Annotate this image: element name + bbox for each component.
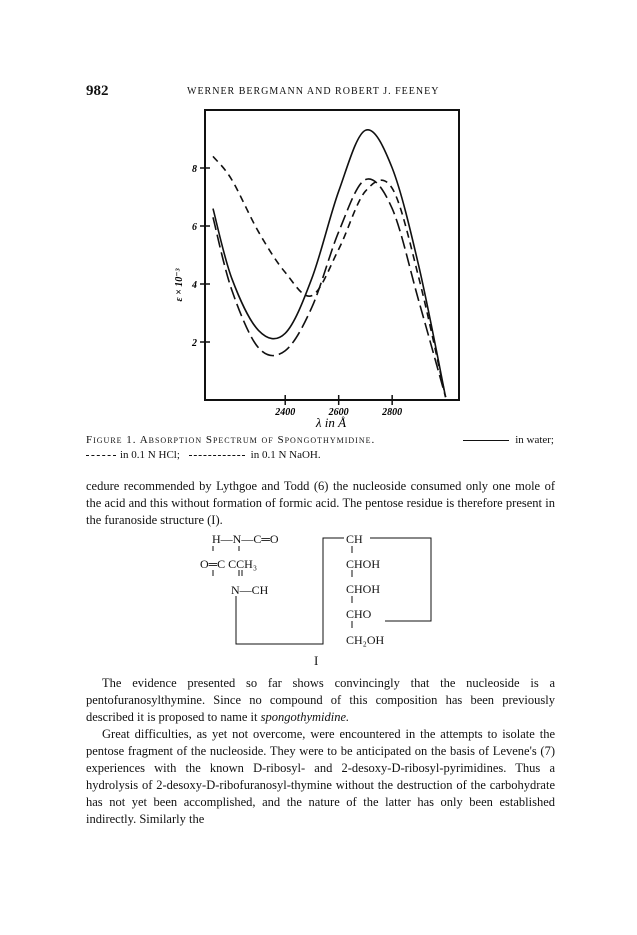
body-paragraph-3	[86, 726, 555, 828]
formula-ring-line-2: O═C CCH₃	[200, 557, 258, 571]
caption-hcl: in 0.1 N HCl;	[120, 449, 180, 461]
caption-water: in water;	[515, 434, 554, 446]
formula-sugar-chohh-1: CHOH	[346, 557, 381, 571]
x-tick-label: 2600	[328, 407, 349, 418]
y-axis-title: ε × 10⁻³	[174, 268, 185, 302]
running-header-authors: WERNER BERGMANN AND ROBERT J. FEENEY	[187, 86, 440, 97]
formula-sugar-ch2oh: CH₂OH	[346, 633, 385, 647]
formula-label: I	[314, 653, 319, 668]
body-paragraph-2	[86, 675, 555, 726]
formula-sugar-chohh-2: CHOH	[346, 582, 381, 596]
caption-figure-title: Figure 1. Absorption Spectrum of Spongothymidine.	[86, 434, 376, 446]
y-tick-label: 4	[192, 280, 197, 291]
y-tick-label: 8	[192, 164, 197, 175]
paragraph-text: cedure recommended by Lythgoe and Todd (6) the nucleoside consumed only one mole of the acid and this without formation of formic acid. The pentose residue is therefore present in the furanoside structure (I).	[86, 479, 555, 527]
paragraph-text: The evidence presented so far shows convincingly that the nucleoside is a pentofuranosylthymine. Since no compound of this composition has been previously described it is proposed to name it	[86, 676, 555, 724]
x-tick-label: 2400	[275, 407, 296, 418]
x-axis-title: λ in Å	[315, 415, 347, 430]
page-number: 982	[86, 83, 109, 99]
caption-naoh: in 0.1 N NaOH.	[250, 449, 321, 461]
formula-ring-line-3: N—CH	[231, 583, 269, 597]
compound-name: spongothymidine.	[260, 710, 350, 724]
y-tick-label: 2	[192, 338, 197, 349]
formula-sugar-cho: CHO	[346, 607, 372, 621]
formula-ring-line-1: H—N—C═O	[212, 532, 279, 546]
x-tick-label: 2800	[382, 407, 403, 418]
paragraph-text: Great difficulties, as yet not overcome, were encountered in the attempts to isolate the pentose fragment of the nucleoside. They were to be anticipated on the basis of Levene's (7) experiences with the known D-ribosyl- and 2-desoxy-D-ribosyl-pyrimidines. Thus a hydrolysis of 2-desoxy-D-ribofuranosyl-thymine without the destruction of the carbohydrate has not yet been accomplished, and the nature of the latter has only been established indirectly. Similarly the	[86, 727, 555, 826]
y-tick-label: 6	[192, 222, 197, 233]
formula-sugar-ch: CH	[346, 532, 363, 546]
